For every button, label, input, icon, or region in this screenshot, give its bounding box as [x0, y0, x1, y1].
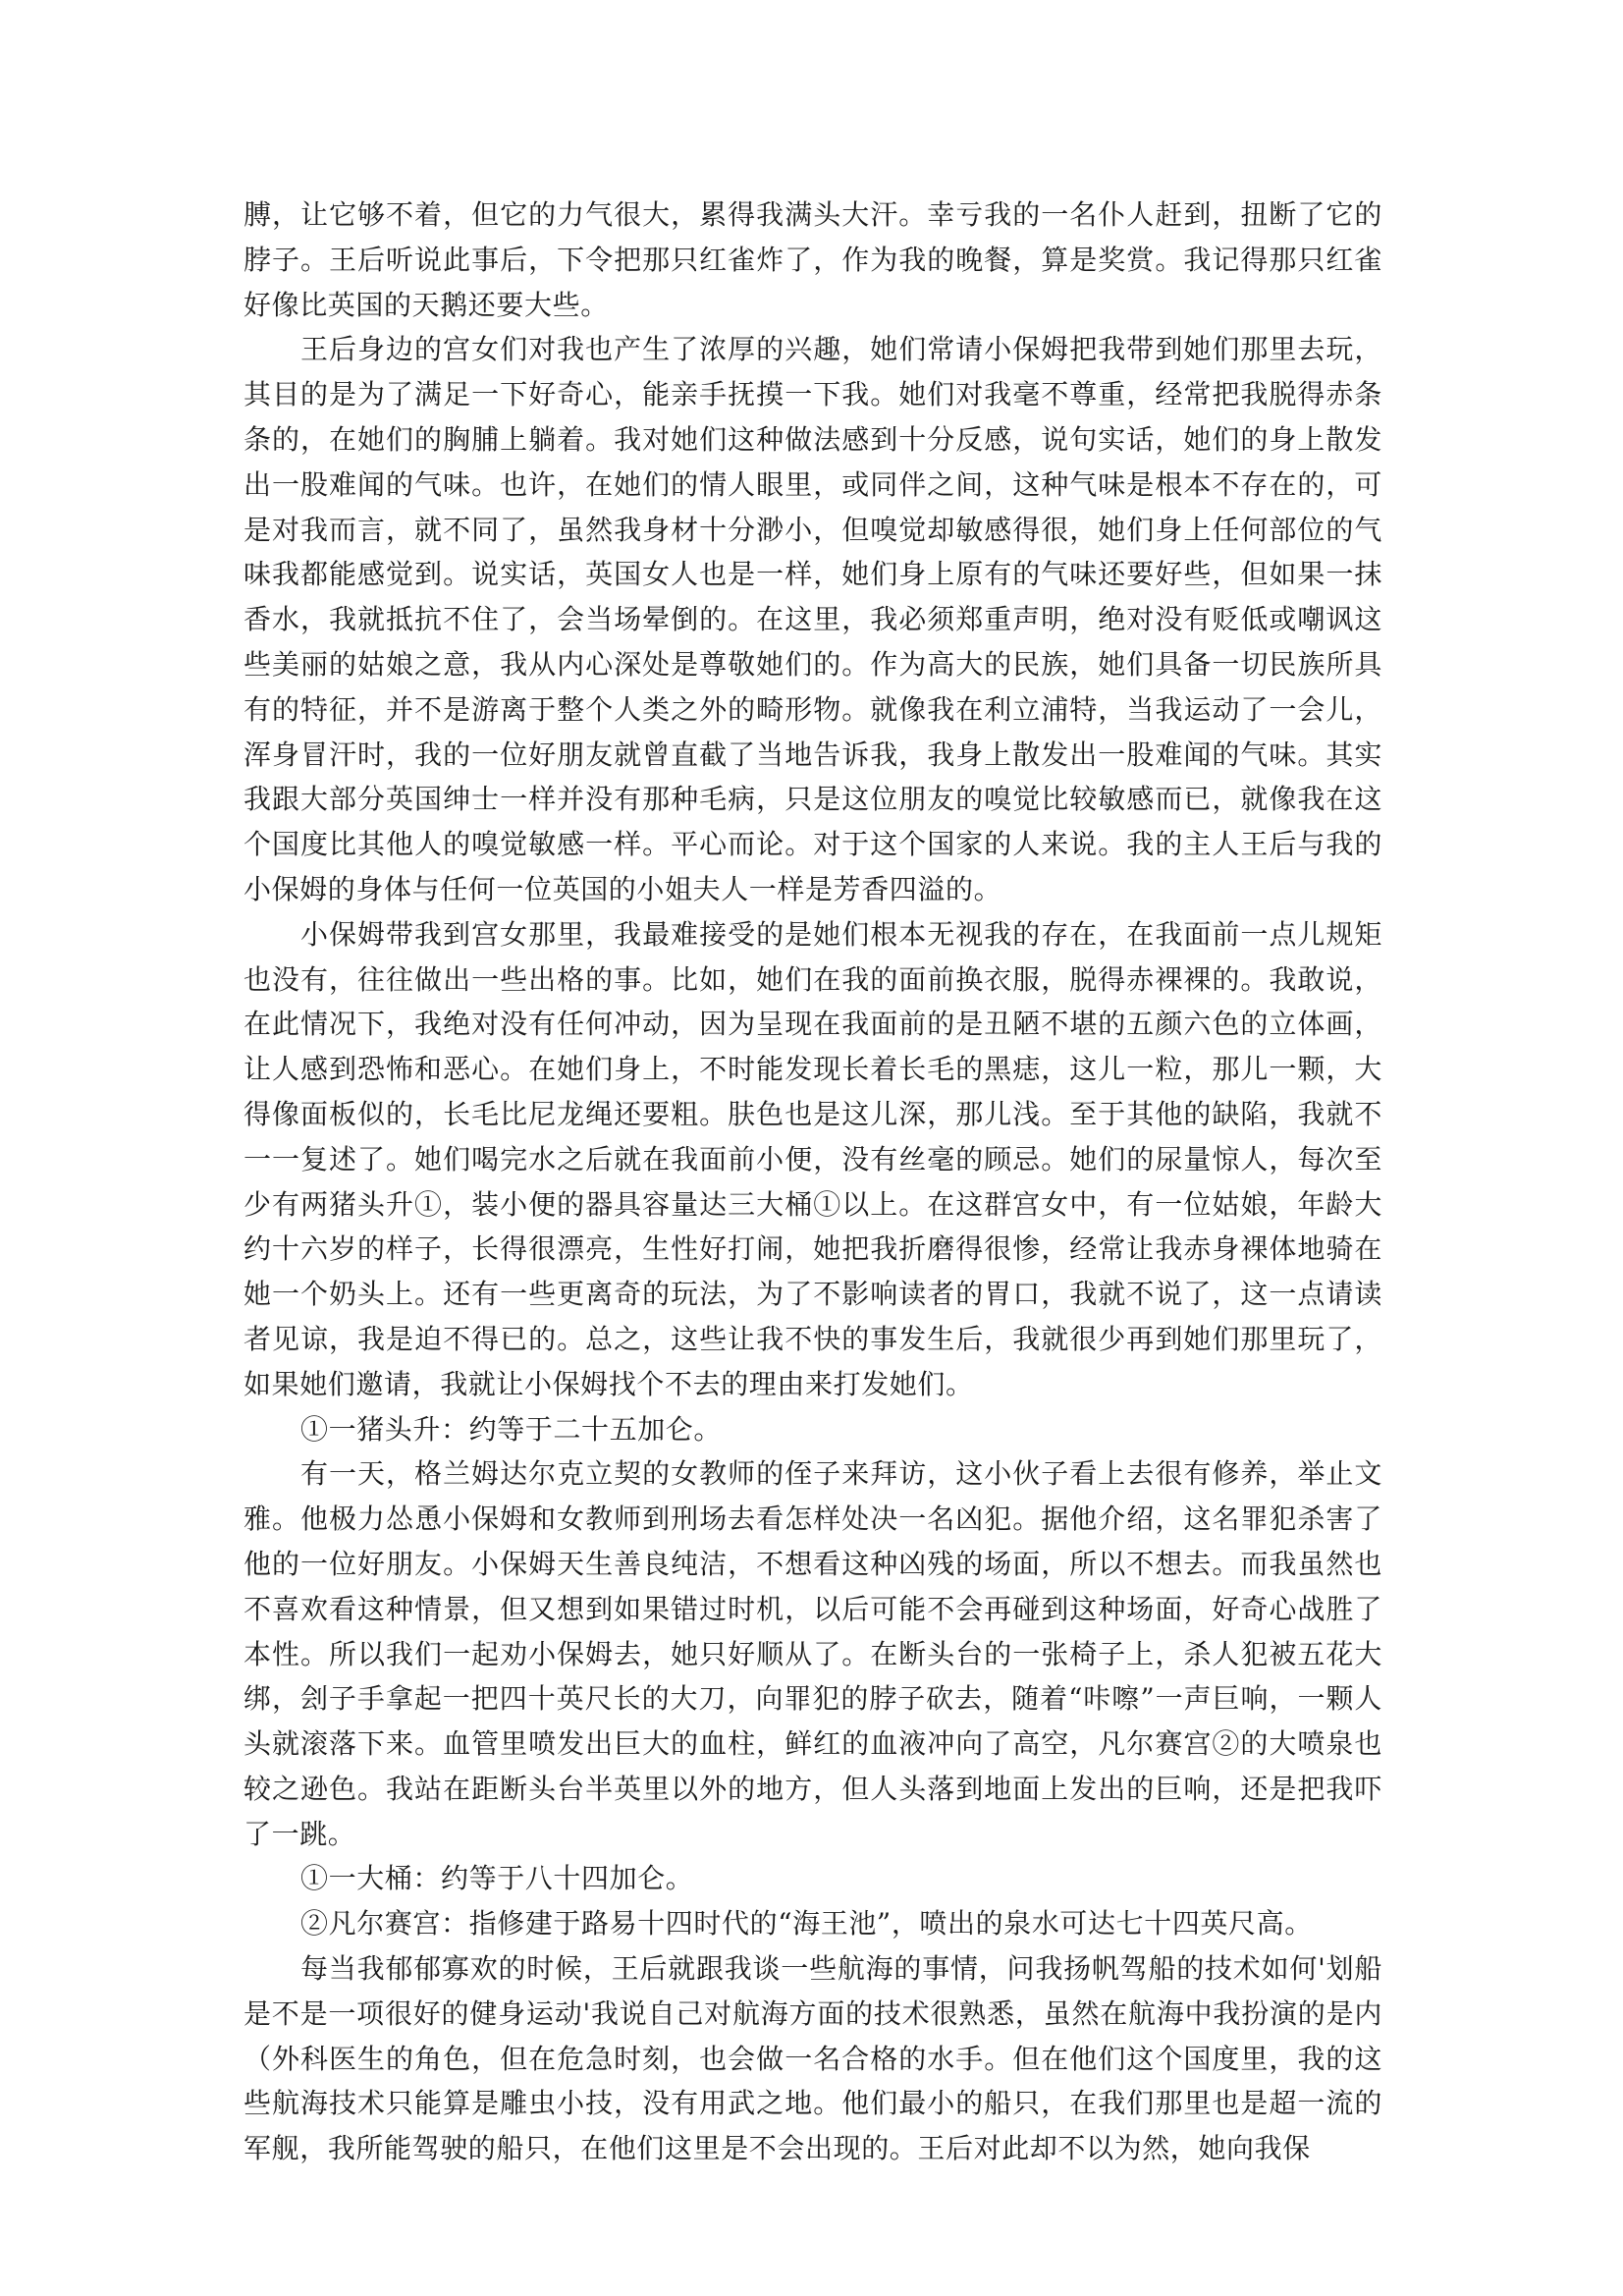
document-body — [243, 192, 1382, 2171]
footnote-hogshead: ①一猪头升：约等于二十五加仑。 — [300, 1412, 723, 1446]
paragraph-navigation: 每当我郁郁寡欢的时候，王后就跟我谈一些航海的事情，问我扬帆驾船的技术如何'划船是不是一项很好的健身运动'我说自己对航海方面的技术很熟悉，虽然在航海中我扮演的是内（外科医生的角色，但在危急时刻，也会做一名合格的水手。但在他们这个国度里，我的这些航海技术只能算是雕虫小技，没有用武之地。他们最小的船只，在我们那里也是超一流的军舰，我所能驾驶的船只，在他们这里是不会出现的。王后对此却不以为然，她向我保 — [243, 1952, 1382, 2165]
paragraph-maids-behavior: 小保姆带我到宫女那里，我最难接受的是她们根本无视我的存在，在我面前一点儿规矩也没有，往往做出一些出格的事。比如，她们在我的面前换衣服，脱得赤裸裸的。我敢说，在此情况下，我绝对没有任何冲动，因为呈现在我面前的是丑陋不堪的五颜六色的立体画，让人感到恐怖和恶心。在她们身上，不时能发现长着长毛的黑痣，这儿一粒，那儿一颗，大得像面板似的，长毛比尼龙绳还要粗。肤色也是这儿深，那儿浅。至于其他的缺陷，我就不一一复述了。她们喝完水之后就在我面前小便，没有丝毫的顾忌。她们的尿量惊人，每次至少有两猪头升①，装小便的器具容量达三大桶①以上。在这群宫女中，有一位姑娘，年龄大约十六岁的样子，长得很漂亮，生性好打闹，她把我折磨得很惨，经常让我赤身裸体地骑在她一个奶头上。还有一些更离奇的玩法，为了不影响读者的胃口，我就不说了，这一点请读者见谅，我是迫不得已的。总之，这些让我不快的事发生后，我就很少再到她们那里玩了，如果她们邀请，我就让小保姆找个不去的理由来打发她们。 — [243, 917, 1382, 1400]
footnote-versailles: ②凡尔赛宫：指修建于路易十四时代的“海王池”，喷出的泉水可达七十四英尺高。 — [300, 1907, 1313, 1941]
paragraph-continuation: 膊，让它够不着，但它的力气很大，累得我满头大汗。幸亏我的一名仆人赶到，扭断了它的脖子。王后听说此事后，下令把那只红雀炸了，作为我的晚餐，算是奖赏。我记得那只红雀好像比英国的天鹅还要大些。 — [243, 198, 1382, 321]
paragraph-maids-of-honor: 王后身边的宫女们对我也产生了浓厚的兴趣，她们常请小保姆把我带到她们那里去玩，其目的是为了满足一下好奇心，能亲手抚摸一下我。她们对我毫不尊重，经常把我脱得赤条条的，在她们的胸脯上躺着。我对她们这种做法感到十分反感，说句实话，她们的身上散发出一股难闻的气味。也许，在她们的情人眼里，或同伴之间，这种气味是根本不存在的，可是对我而言，就不同了，虽然我身材十分渺小，但嗅觉却敏感得很，她们身上任何部位的气味我都能感觉到。说实话，英国女人也是一样，她们身上原有的气味还要好些，但如果一抹香水，我就抵抗不住了，会当场晕倒的。在这里，我必须郑重声明，绝对没有贬低或嘲讽这些美丽的姑娘之意，我从内心深处是尊敬她们的。作为高大的民族，她们具备一切民族所具有的特征，并不是游离于整个人类之外的畸形物。就像我在利立浦特，当我运动了一会儿，浑身冒汗时，我的一位好朋友就曾直截了当地告诉我，我身上散发出一股难闻的气味。其实我跟大部分英国绅士一样并没有那种毛病，只是这位朋友的嗅觉比较敏感而已，就像我在这个国度比其他人的嗅觉敏感一样。平心而论。对于这个国家的人来说。我的主人王后与我的小保姆的身体与任何一位英国的小姐夫人一样是芳香四溢的。 — [243, 333, 1382, 905]
paragraph-execution: 有一天，格兰姆达尔克立契的女教师的侄子来拜访，这小伙子看上去很有修养，举止文雅。他极力怂恿小保姆和女教师到刑场去看怎样处决一名凶犯。据他介绍，这名罪犯杀害了他的一位好朋友。小保姆天生善良纯洁，不想看这种凶残的场面，所以不想去。而我虽然也不喜欢看这种情景，但又想到如果错过时机，以后可能不会再碰到这种场面，好奇心战胜了本性。所以我们一起劝小保姆去，她只好顺从了。在断头台的一张椅子上，杀人犯被五花大绑，刽子手拿起一把四十英尺长的大刀，向罪犯的脖子砍去，随着“咔嚓”一声巨响，一颗人头就滚落下来。血管里喷发出巨大的血柱，鲜红的血液冲向了高空，凡尔赛宫②的大喷泉也较之逊色。我站在距断头台半英里以外的地方，但人头落到地面上发出的巨响，还是把我吓了一跳。 — [243, 1457, 1382, 1850]
footnote-tun: ①一大桶：约等于八十四加仑。 — [300, 1862, 694, 1895]
